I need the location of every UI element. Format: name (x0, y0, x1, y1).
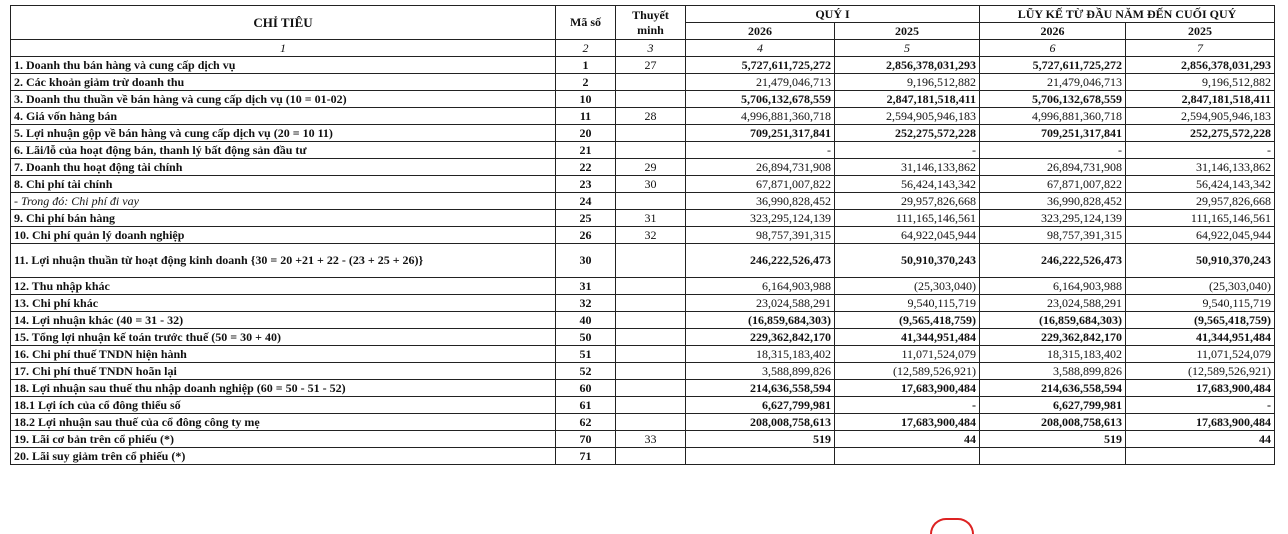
row-value: (9,565,418,759) (1126, 312, 1275, 329)
table-row (11, 210, 1275, 227)
row-value: 50,910,370,243 (835, 244, 980, 278)
row-code: 52 (556, 363, 616, 380)
row-code: 70 (556, 431, 616, 448)
row-code: 22 (556, 159, 616, 176)
row-label: 17. Chi phí thuế TNDN hoãn lại (11, 363, 556, 380)
row-value (1126, 448, 1275, 465)
row-value: 3,588,899,826 (980, 363, 1126, 380)
row-value: 9,540,115,719 (835, 295, 980, 312)
row-value: 21,479,046,713 (980, 74, 1126, 91)
row-value: 31,146,133,862 (835, 159, 980, 176)
row-note: 30 (616, 176, 686, 193)
row-value: 67,871,007,822 (686, 176, 835, 193)
row-label: 19. Lãi cơ bản trên cổ phiếu (*) (11, 431, 556, 448)
row-note (616, 397, 686, 414)
row-value: 214,636,558,594 (980, 380, 1126, 397)
table-row (11, 448, 1275, 465)
row-value: - (835, 142, 980, 159)
index-cell: 5 (835, 40, 980, 57)
row-value: (9,565,418,759) (835, 312, 980, 329)
index-cell: 6 (980, 40, 1126, 57)
row-value (686, 448, 835, 465)
row-label: 2. Các khoản giảm trừ doanh thu (11, 74, 556, 91)
row-label (11, 193, 556, 210)
row-value: 21,479,046,713 (686, 74, 835, 91)
row-value: 18,315,183,402 (686, 346, 835, 363)
row-value: 23,024,588,291 (686, 295, 835, 312)
row-value: 709,251,317,841 (686, 125, 835, 142)
row-label: 8. Chi phí tài chính (11, 176, 556, 193)
row-value: 214,636,558,594 (686, 380, 835, 397)
row-note (616, 295, 686, 312)
row-label: 6. Lãi/lỗ của hoạt động bán, thanh lý bất động sản đầu tư (11, 142, 556, 159)
row-value: 246,222,526,473 (980, 244, 1126, 278)
row-value (835, 448, 980, 465)
row-value: 17,683,900,484 (1126, 380, 1275, 397)
row-value: 246,222,526,473 (686, 244, 835, 278)
row-value: 3,588,899,826 (686, 363, 835, 380)
row-label: 11. Lợi nhuận thuần từ hoạt động kinh doanh {30 = 20 +21 + 22 - (23 + 25 + 26)} (11, 244, 556, 278)
row-value: 98,757,391,315 (686, 227, 835, 244)
row-value: 11,071,524,079 (835, 346, 980, 363)
row-note (616, 278, 686, 295)
row-code: 1 (556, 57, 616, 74)
row-value: - (1126, 397, 1275, 414)
row-value: 31,146,133,862 (1126, 159, 1275, 176)
row-value: 18,315,183,402 (980, 346, 1126, 363)
row-value: 519 (980, 431, 1126, 448)
table-row (11, 91, 1275, 108)
income-statement-table (10, 5, 1275, 465)
row-note (616, 363, 686, 380)
row-label: 16. Chi phí thuế TNDN hiện hành (11, 346, 556, 363)
row-value: (16,859,684,303) (980, 312, 1126, 329)
row-value: 29,957,826,668 (835, 193, 980, 210)
row-note (616, 346, 686, 363)
row-value: 67,871,007,822 (980, 176, 1126, 193)
row-label: 18.1 Lợi ích của cổ đông thiểu số (11, 397, 556, 414)
row-value: 41,344,951,484 (1126, 329, 1275, 346)
header-item: CHỈ TIÊU (11, 6, 556, 40)
row-value: 252,275,572,228 (1126, 125, 1275, 142)
row-value: 229,362,842,170 (980, 329, 1126, 346)
row-code: 60 (556, 380, 616, 397)
row-label: 18. Lợi nhuận sau thuế thu nhập doanh nghiệp (60 = 50 - 51 - 52) (11, 380, 556, 397)
row-value: 29,957,826,668 (1126, 193, 1275, 210)
row-value: 208,008,758,613 (980, 414, 1126, 431)
header-year: 2026 (686, 23, 835, 40)
table-row (11, 159, 1275, 176)
row-value: 9,196,512,882 (835, 74, 980, 91)
row-code: 2 (556, 74, 616, 91)
table-row (11, 108, 1275, 125)
row-value: 9,540,115,719 (1126, 295, 1275, 312)
row-note (616, 74, 686, 91)
row-value: 56,424,143,342 (1126, 176, 1275, 193)
row-label: 1. Doanh thu bán hàng và cung cấp dịch vụ (11, 57, 556, 74)
row-note (616, 380, 686, 397)
row-label: 10. Chi phí quản lý doanh nghiệp (11, 227, 556, 244)
table-row (11, 125, 1275, 142)
row-note: 29 (616, 159, 686, 176)
row-value: 64,922,045,944 (835, 227, 980, 244)
row-note (616, 125, 686, 142)
row-label: 7. Doanh thu hoạt động tài chính (11, 159, 556, 176)
table-row (11, 278, 1275, 295)
row-code: 62 (556, 414, 616, 431)
row-value: 2,847,181,518,411 (1126, 91, 1275, 108)
row-label: 14. Lợi nhuận khác (40 = 31 - 32) (11, 312, 556, 329)
row-value (980, 448, 1126, 465)
row-value: 6,627,799,981 (686, 397, 835, 414)
row-value: 2,847,181,518,411 (835, 91, 980, 108)
table-row (11, 312, 1275, 329)
row-value: 709,251,317,841 (980, 125, 1126, 142)
row-value: 323,295,124,139 (980, 210, 1126, 227)
table-row (11, 295, 1275, 312)
row-value: 36,990,828,452 (980, 193, 1126, 210)
row-label: 4. Giá vốn hàng bán (11, 108, 556, 125)
row-label: 5. Lợi nhuận gộp về bán hàng và cung cấp dịch vụ (20 = 10 11) (11, 125, 556, 142)
row-value: (16,859,684,303) (686, 312, 835, 329)
table-row (11, 414, 1275, 431)
table-row (11, 57, 1275, 74)
table-row (11, 380, 1275, 397)
row-code: 61 (556, 397, 616, 414)
table-row (11, 74, 1275, 91)
row-note (616, 193, 686, 210)
row-note (616, 142, 686, 159)
row-note (616, 329, 686, 346)
row-code: 21 (556, 142, 616, 159)
row-note: 33 (616, 431, 686, 448)
row-code: 30 (556, 244, 616, 278)
row-value: 56,424,143,342 (835, 176, 980, 193)
red-stamp-mark (930, 518, 974, 534)
row-label: 20. Lãi suy giảm trên cổ phiếu (*) (11, 448, 556, 465)
row-label: 12. Thu nhập khác (11, 278, 556, 295)
row-code: 25 (556, 210, 616, 227)
row-value: 2,594,905,946,183 (1126, 108, 1275, 125)
row-value: 229,362,842,170 (686, 329, 835, 346)
row-value: 2,856,378,031,293 (835, 57, 980, 74)
index-cell: 3 (616, 40, 686, 57)
table-row (11, 346, 1275, 363)
row-note: 28 (616, 108, 686, 125)
row-label-prefix: - Trong đó: (14, 193, 69, 208)
row-value: 23,024,588,291 (980, 295, 1126, 312)
row-value: 26,894,731,908 (980, 159, 1126, 176)
row-value: 26,894,731,908 (686, 159, 835, 176)
row-value: - (835, 397, 980, 414)
row-note: 27 (616, 57, 686, 74)
row-label: 13. Chi phí khác (11, 295, 556, 312)
row-code: 50 (556, 329, 616, 346)
row-value: 252,275,572,228 (835, 125, 980, 142)
row-code: 10 (556, 91, 616, 108)
row-value: 41,344,951,484 (835, 329, 980, 346)
row-label-text: Chi phí đi vay (68, 193, 139, 208)
row-note: 31 (616, 210, 686, 227)
row-value: - (686, 142, 835, 159)
row-label: 3. Doanh thu thuần về bán hàng và cung cấp dịch vụ (10 = 01-02) (11, 91, 556, 108)
row-value: - (980, 142, 1126, 159)
row-code: 31 (556, 278, 616, 295)
header-ytd: LŨY KẾ TỪ ĐẦU NĂM ĐẾN CUỐI QUÝ (980, 6, 1275, 23)
row-note (616, 414, 686, 431)
row-value: 64,922,045,944 (1126, 227, 1275, 244)
row-label: 18.2 Lợi nhuận sau thuế của cổ đông công ty mẹ (11, 414, 556, 431)
row-value: (25,303,040) (835, 278, 980, 295)
row-code: 26 (556, 227, 616, 244)
row-code: 23 (556, 176, 616, 193)
row-note: 32 (616, 227, 686, 244)
row-value: 17,683,900,484 (835, 380, 980, 397)
row-value: (25,303,040) (1126, 278, 1275, 295)
row-value: 36,990,828,452 (686, 193, 835, 210)
row-value: (12,589,526,921) (835, 363, 980, 380)
row-note (616, 312, 686, 329)
header-year: 2025 (835, 23, 980, 40)
row-value: 6,164,903,988 (686, 278, 835, 295)
row-value: 4,996,881,360,718 (686, 108, 835, 125)
row-value: 5,727,611,725,272 (686, 57, 835, 74)
row-value: 11,071,524,079 (1126, 346, 1275, 363)
row-value: 50,910,370,243 (1126, 244, 1275, 278)
row-code: 11 (556, 108, 616, 125)
row-code: 24 (556, 193, 616, 210)
row-value: 519 (686, 431, 835, 448)
table-row (11, 176, 1275, 193)
row-note (616, 91, 686, 108)
row-value: 111,165,146,561 (835, 210, 980, 227)
row-value: 111,165,146,561 (1126, 210, 1275, 227)
row-value: 44 (835, 431, 980, 448)
row-value: 17,683,900,484 (835, 414, 980, 431)
header-year: 2025 (1126, 23, 1275, 40)
row-value: 17,683,900,484 (1126, 414, 1275, 431)
row-value: 5,706,132,678,559 (686, 91, 835, 108)
index-cell: 2 (556, 40, 616, 57)
row-value: 208,008,758,613 (686, 414, 835, 431)
table-row (11, 244, 1275, 278)
header-quarter: QUÝ I (686, 6, 980, 23)
row-value: 44 (1126, 431, 1275, 448)
table-row (11, 431, 1275, 448)
row-code: 20 (556, 125, 616, 142)
table-row (11, 329, 1275, 346)
table-row (11, 142, 1275, 159)
row-value: 323,295,124,139 (686, 210, 835, 227)
row-value: (12,589,526,921) (1126, 363, 1275, 380)
row-value: 9,196,512,882 (1126, 74, 1275, 91)
index-cell: 1 (11, 40, 556, 57)
row-code: 40 (556, 312, 616, 329)
row-value: - (1126, 142, 1275, 159)
row-value: 5,706,132,678,559 (980, 91, 1126, 108)
row-note (616, 244, 686, 278)
index-cell: 7 (1126, 40, 1275, 57)
row-value: 6,164,903,988 (980, 278, 1126, 295)
row-value: 98,757,391,315 (980, 227, 1126, 244)
table-row (11, 363, 1275, 380)
table-body (11, 57, 1275, 465)
index-cell: 4 (686, 40, 835, 57)
row-value: 2,856,378,031,293 (1126, 57, 1275, 74)
table-row (11, 193, 1275, 210)
row-code: 51 (556, 346, 616, 363)
header-code: Mã số (556, 6, 616, 40)
header-note: Thuyết minh (616, 6, 686, 40)
row-value: 6,627,799,981 (980, 397, 1126, 414)
row-value: 4,996,881,360,718 (980, 108, 1126, 125)
header-year: 2026 (980, 23, 1126, 40)
row-value: 5,727,611,725,272 (980, 57, 1126, 74)
table-row (11, 397, 1275, 414)
row-label: 9. Chi phí bán hàng (11, 210, 556, 227)
table-row (11, 227, 1275, 244)
row-value: 2,594,905,946,183 (835, 108, 980, 125)
row-code: 71 (556, 448, 616, 465)
row-label: 15. Tổng lợi nhuận kế toán trước thuế (50 = 30 + 40) (11, 329, 556, 346)
row-code: 32 (556, 295, 616, 312)
row-note (616, 448, 686, 465)
